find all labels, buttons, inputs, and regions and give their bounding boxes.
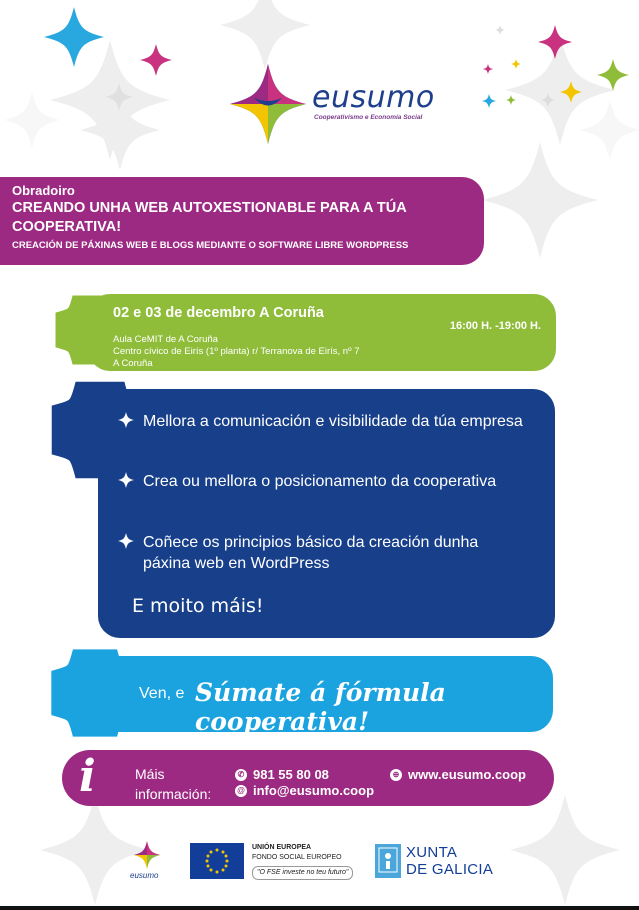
brand-name: eusumo [312, 80, 435, 115]
title-band [0, 177, 484, 265]
phone-icon: ✆ [235, 769, 247, 781]
workshop-kicker: Obradoiro [12, 183, 75, 198]
event-date-place: 02 e 03 de decembro A Coruña [113, 305, 324, 321]
cta-box [98, 656, 553, 736]
phone-number: 981 55 80 08 [253, 767, 329, 782]
xunta-text: XUNTA DE GALICIA [406, 844, 494, 878]
eusumo-small-logo-icon [133, 840, 161, 870]
workshop-title: CREANDO UNHA WEB AUTOXESTIONABLE PARA A TÚA COOPERATIVA! [12, 200, 407, 235]
phone-contact[interactable] [235, 767, 329, 782]
event-time: 16:00 H. -19:00 H. [449, 320, 541, 332]
contact-bar [62, 750, 554, 806]
address-line: Centro cívico de Eirís (1º planta) r/ Terranova de Eirís, nº 7 [113, 346, 360, 357]
email-link[interactable] [235, 783, 374, 798]
star-bullet-icon [118, 533, 134, 549]
workshop-subtitle: CREACIÓN DE PÁXINAS WEB E BLOGS MEDIANTE O SOFTWARE LIBRE WORDPRESS [12, 240, 409, 251]
cta-slogan: Súmate á fórmula cooperativa! [195, 678, 446, 736]
xunta-emblem-icon [375, 844, 401, 878]
list-item: Mellora a comunicación e visibilidade da túa empresa [118, 411, 528, 432]
cta-prefix: Ven, e [139, 685, 185, 702]
globe-icon: ⊕ [390, 769, 402, 781]
footer-brand-name: eusumo [130, 871, 159, 880]
website-url: www.eusumo.coop [408, 767, 526, 782]
address-line: A Coruña [113, 358, 153, 369]
contact-label: Máis información: [135, 766, 212, 802]
event-address [113, 334, 359, 370]
star-bullet-icon [118, 412, 134, 428]
event-details-box [88, 294, 556, 371]
website-link[interactable] [390, 767, 526, 782]
brand-tagline: Cooperativismo e Economía Social [314, 114, 423, 121]
eu-flag-icon [190, 843, 244, 879]
bottom-border [0, 906, 639, 910]
info-icon: i [79, 751, 96, 802]
list-item: Crea ou mellora o posicionamento da cooperativa [118, 471, 528, 492]
list-item: Coñece os principios básico da creación dunha páxina web en WordPress [118, 532, 528, 574]
email-address: info@eusumo.coop [253, 783, 375, 798]
email-icon: @ [235, 785, 247, 797]
eusumo-logo-icon [228, 62, 308, 146]
eu-motto: "O FSE investe no teu futuro" [252, 866, 353, 880]
address-line: Aula CeMIT de A Coruña [113, 334, 218, 345]
and-more-text: E moito máis! [132, 595, 264, 617]
eu-fund-text: UNIÓN EUROPEA FONDO SOCIAL EUROPEO "O FSE investe no teu futuro" [252, 843, 353, 880]
star-bullet-icon [118, 472, 134, 488]
benefits-box [98, 389, 555, 638]
